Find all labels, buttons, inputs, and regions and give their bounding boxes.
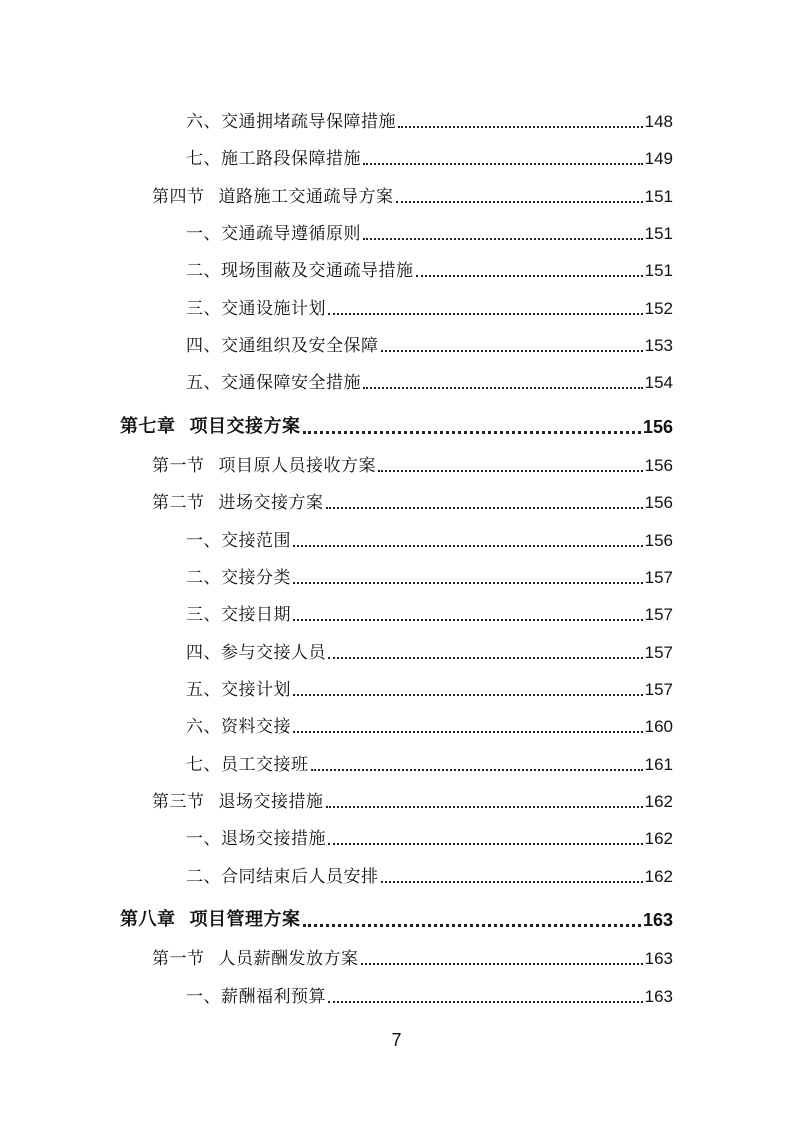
toc-entry-page: 156 <box>644 493 673 512</box>
toc-entry-page: 151 <box>644 261 673 280</box>
toc-entry-page: 151 <box>644 224 673 243</box>
toc-entry-page: 156 <box>644 531 673 550</box>
toc-entry-page: 154 <box>644 373 673 392</box>
toc-entry-label: 三、交接日期 <box>186 605 291 625</box>
dot-leader <box>378 470 643 472</box>
toc-entry-page: 160 <box>644 717 673 736</box>
dot-leader <box>381 350 643 352</box>
toc-entry-label: 三、交通设施计划 <box>186 299 326 319</box>
dot-leader <box>326 507 643 509</box>
dot-leader <box>363 163 643 165</box>
toc-entry[interactable] <box>0 597 793 625</box>
toc-entry[interactable] <box>0 672 793 700</box>
toc-entry[interactable] <box>0 216 793 244</box>
toc-entry[interactable] <box>0 141 793 169</box>
toc-entry-label: 一、交接范围 <box>186 531 291 551</box>
toc-entry-page: 157 <box>644 643 673 662</box>
toc-entry-title: 项目交接方案 <box>189 416 301 437</box>
page-number: 7 <box>391 1030 402 1050</box>
toc-entry-page: 151 <box>644 187 673 206</box>
dot-leader <box>293 731 643 733</box>
toc-entry-page: 156 <box>642 417 673 437</box>
toc-entry-title: 项目原人员接收方案 <box>218 456 376 476</box>
toc-entry-label: 四、交通组织及安全保障 <box>186 336 379 356</box>
dot-leader <box>361 963 643 965</box>
toc-entry-label: 五、交通保障安全措施 <box>186 373 361 393</box>
toc-entry[interactable] <box>0 979 793 1007</box>
toc-entry-title: 项目管理方案 <box>189 909 301 930</box>
toc-entry-label: 第一节 <box>152 456 205 476</box>
toc-entry-page: 153 <box>644 336 673 355</box>
toc-entry-page: 156 <box>644 456 673 475</box>
toc-chapter[interactable] <box>0 903 793 931</box>
toc-entry-title: 人员薪酬发放方案 <box>218 949 359 969</box>
toc-entry[interactable] <box>0 709 793 737</box>
toc-entry[interactable] <box>0 448 793 476</box>
dot-leader <box>396 201 643 203</box>
dot-leader <box>363 238 643 240</box>
toc-entry[interactable] <box>0 523 793 551</box>
toc-chapter[interactable] <box>0 410 793 438</box>
toc-entry-label: 六、交通拥堵疏导保障措施 <box>186 112 396 132</box>
toc-entry-label: 四、参与交接人员 <box>186 643 326 663</box>
toc-entry-label: 二、现场围蔽及交通疏导措施 <box>186 261 414 281</box>
toc-entry-label: 七、施工路段保障措施 <box>186 149 361 169</box>
dot-leader <box>303 924 641 927</box>
toc-entry-label: 二、合同结束后人员安排 <box>186 867 379 887</box>
dot-leader <box>363 387 643 389</box>
toc-entry[interactable] <box>0 179 793 207</box>
dot-leader <box>416 275 643 277</box>
toc-entry-page: 149 <box>644 149 673 168</box>
toc-entry[interactable] <box>0 253 793 281</box>
dot-leader <box>293 619 643 621</box>
toc-entry[interactable] <box>0 328 793 356</box>
toc-entry-title: 道路施工交通疏导方案 <box>218 187 394 207</box>
toc-entry[interactable] <box>0 859 793 887</box>
toc-entry[interactable] <box>0 941 793 969</box>
toc-entry-label: 二、交接分类 <box>186 568 291 588</box>
toc-entry-page: 157 <box>644 568 673 587</box>
toc-entry-label: 六、资料交接 <box>186 717 291 737</box>
dot-leader <box>328 843 643 845</box>
toc-entry-page: 157 <box>644 680 673 699</box>
toc-entry-label: 第一节 <box>152 949 205 969</box>
toc-entry[interactable] <box>0 747 793 775</box>
toc-entry-page: 163 <box>644 949 673 968</box>
toc-entry-label: 第三节 <box>152 792 205 812</box>
toc-entry-label: 五、交接计划 <box>186 680 291 700</box>
toc-entry-label: 第四节 <box>152 187 205 207</box>
toc-entry-label: 第八章 <box>120 909 176 930</box>
dot-leader <box>293 545 643 547</box>
dot-leader <box>398 126 643 128</box>
toc-entry-label: 第七章 <box>120 416 176 437</box>
dot-leader <box>328 1001 643 1003</box>
toc-entry-page: 152 <box>644 299 673 318</box>
toc-entry-page: 162 <box>644 829 673 848</box>
toc-entry[interactable] <box>0 635 793 663</box>
toc-entry-page: 148 <box>644 112 673 131</box>
dot-leader <box>326 806 643 808</box>
dot-leader <box>293 694 643 696</box>
toc-entry-page: 162 <box>644 792 673 811</box>
toc-entry[interactable] <box>0 104 793 132</box>
toc-entry[interactable] <box>0 821 793 849</box>
dot-leader <box>381 881 643 883</box>
dot-leader <box>328 657 643 659</box>
toc-entry-label: 第二节 <box>152 493 205 513</box>
toc-entry-page: 157 <box>644 605 673 624</box>
toc-entry[interactable] <box>0 485 793 513</box>
dot-leader <box>311 769 643 771</box>
toc-entry-label: 一、薪酬福利预算 <box>186 987 326 1007</box>
toc-entry[interactable] <box>0 784 793 812</box>
dot-leader <box>303 431 641 434</box>
toc-entry-label: 一、退场交接措施 <box>186 829 326 849</box>
toc-entry-label: 七、员工交接班 <box>186 755 309 775</box>
toc-entry-page: 162 <box>644 867 673 886</box>
toc-entry-title: 退场交接措施 <box>218 792 324 812</box>
toc-entry[interactable] <box>0 560 793 588</box>
toc-entry-title: 进场交接方案 <box>218 493 324 513</box>
toc-entry[interactable] <box>0 365 793 393</box>
dot-leader <box>328 313 643 315</box>
toc-entry[interactable] <box>0 291 793 319</box>
toc-entry-page: 161 <box>644 755 673 774</box>
toc-entry-label: 一、交通疏导遵循原则 <box>186 224 361 244</box>
toc-entry-page: 163 <box>644 987 673 1006</box>
dot-leader <box>293 582 643 584</box>
toc-entry-page: 163 <box>642 910 673 930</box>
